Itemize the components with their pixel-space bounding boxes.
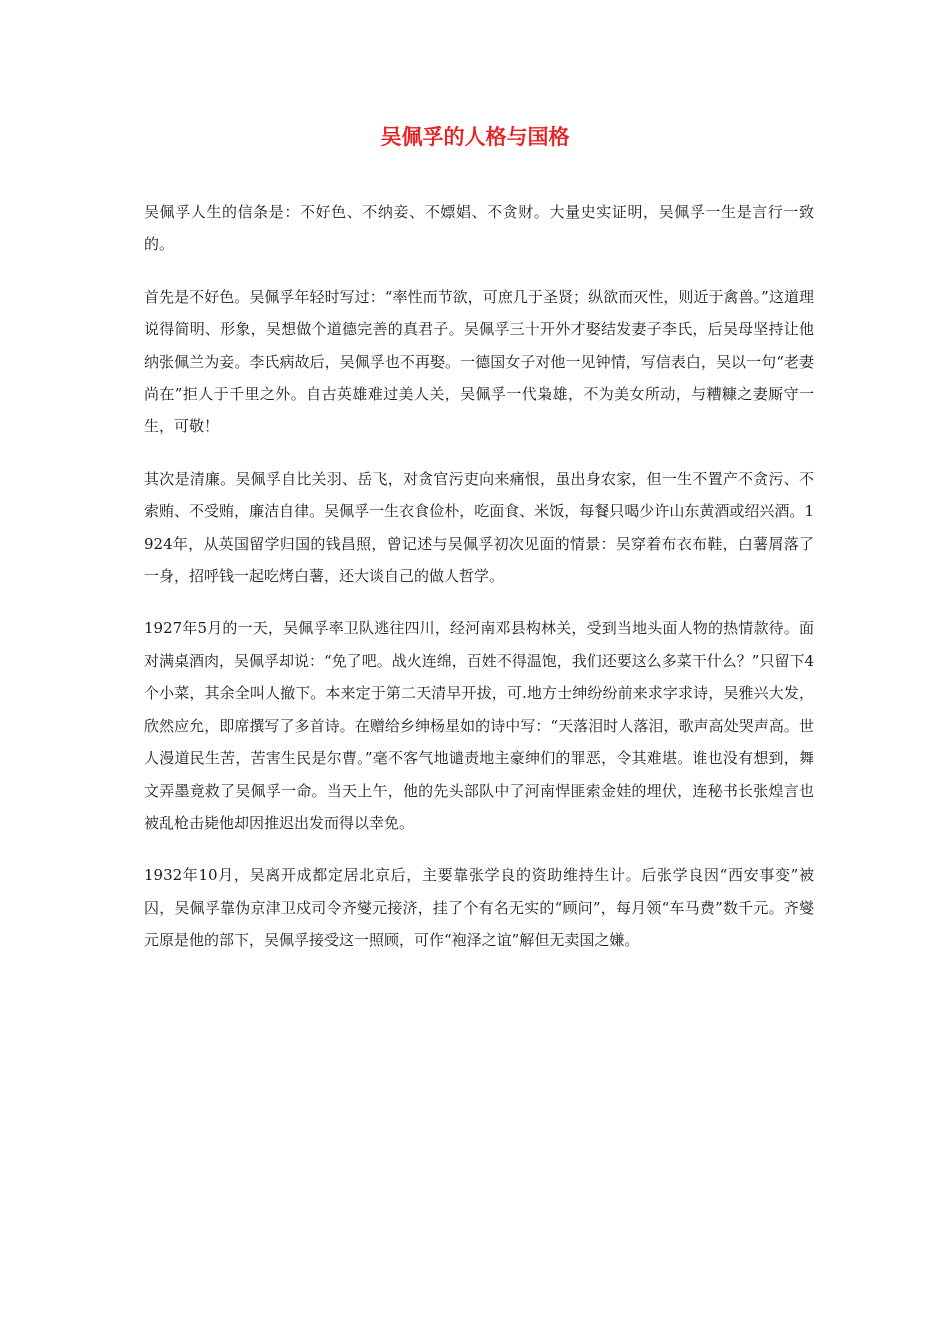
paragraph-5: 1932年10月，吴离开成都定居北京后，主要靠张学良的资助维持生计。后张学良因“西安事变”被囚，吴佩孚靠伪京津卫戍司令齐燮元接济，挂了个有名无实的“顾问”，每月领“车马费”数千元。齐燮元原是他的部下，吴佩孚接受这一照顾，可作“袍泽之谊”解但无卖国之嫌。 xyxy=(144,866,814,950)
paragraph-1: 吴佩孚人生的信条是：不好色、不纳妾、不嫖娼、不贪财。大量史实证明，吴佩孚一生是言行一致的。 xyxy=(144,203,814,254)
paragraph-2: 首先是不好色。吴佩孚年轻时写过：“率性而节欲，可庶几于圣贤；纵欲而灭性，则近于禽兽。”这道理说得简明、形象，吴想做个道德完善的真君子。吴佩孚三十开外才娶结发妻子李氏，后吴母坚持让他纳张佩兰为妾。李氏病故后，吴佩孚也不再娶。一德国女子对他一见钟情，写信表白，吴以一句“老妻尚在”拒人于千里之外。自古英雄难过美人关，吴佩孚一代枭雄，不为美女所动，与糟糠之妻厮守一生，可敬！ xyxy=(144,287,814,436)
document-title: 吴佩孚的人格与国格 xyxy=(380,125,570,149)
document-body xyxy=(144,196,814,977)
paragraph-3: 其次是清廉。吴佩孚自比关羽、岳飞，对贪官污吏向来痛恨，虽出身农家，但一生不置产不贪污、不索贿、不受贿，廉洁自律。吴佩孚一生衣食俭朴，吃面食、米饭，每餐只喝少许山东黄酒或绍兴酒。1924年，从英国留学归国的钱昌照，曾记述与吴佩孚初次见面的情景：吴穿着布衣布鞋，白薯屑落了一身，招呼钱一起吃烤白薯，还大谈自己的做人哲学。 xyxy=(144,469,814,586)
paragraph-4: 1927年5月的一天，吴佩孚率卫队逃往四川，经河南邓县构林关，受到当地头面人物的热情款待。面对满桌酒肉，吴佩孚却说：“免了吧。战火连绵，百姓不得温饱，我们还要这么多菜干什么？”只留下4个小菜，其余全叫人撤下。本来定于第二天清早开拔，可.地方士绅纷纷前来求字求诗，吴雅兴大发，欣然应允，即席撰写了多首诗。在赠给乡绅杨星如的诗中写：“天落泪时人落泪，歌声高处哭声高。世人漫道民生苦，苦害生民是尔曹。”毫不客气地谴责地主豪绅们的罪恶，令其难堪。谁也没有想到，舞文弄墨竟救了吴佩孚一命。当天上午，他的先头部队中了河南悍匪索金娃的埋伏，连秘书长张煌言也被乱枪击毙他却因推迟出发而得以幸免。 xyxy=(144,619,814,832)
